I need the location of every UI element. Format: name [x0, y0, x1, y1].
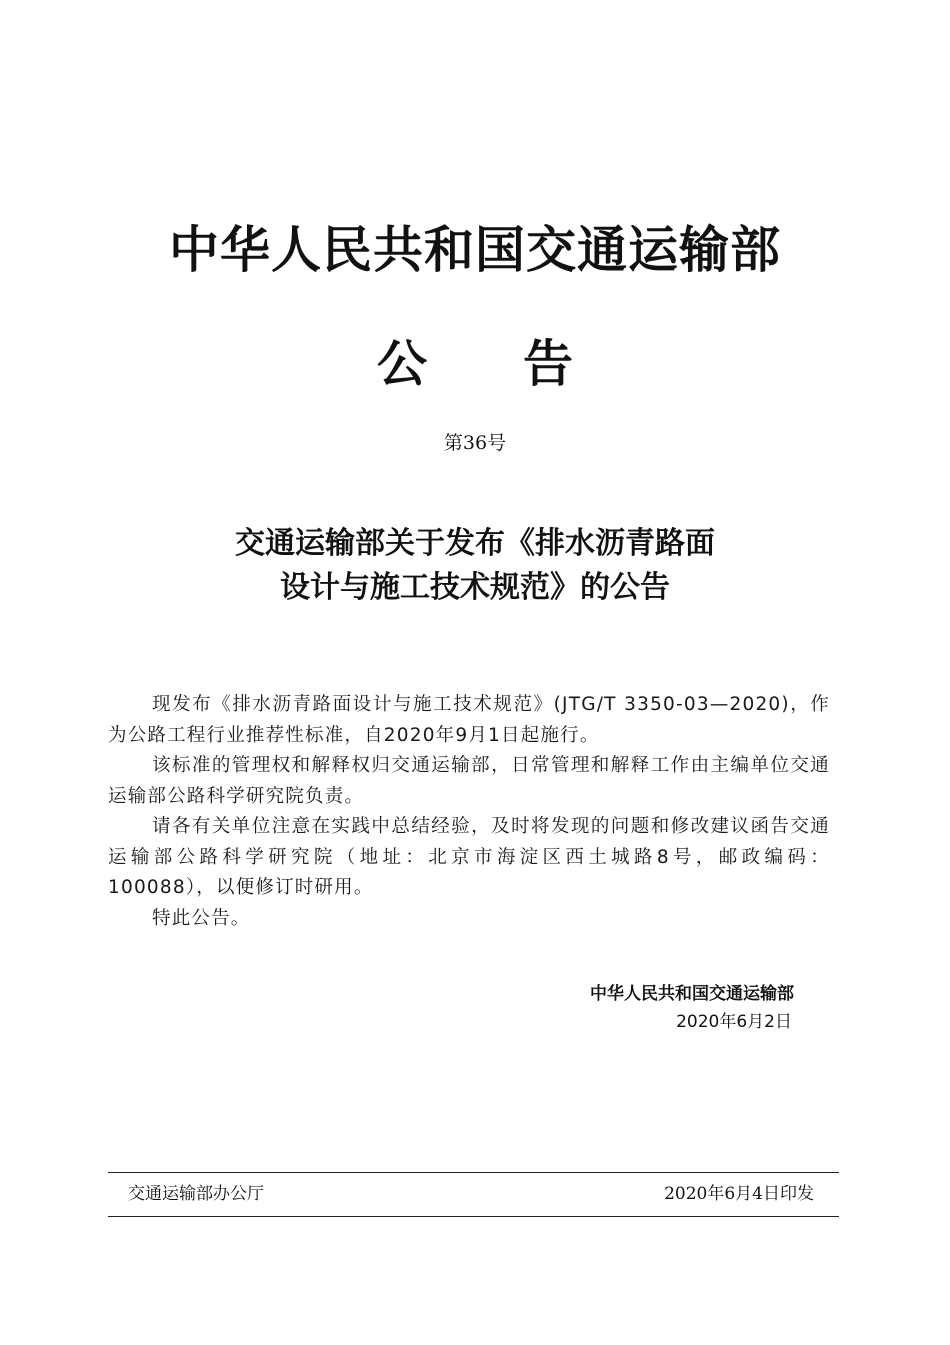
signature-date: 2020年6月2日 — [676, 1012, 792, 1032]
document-number: 第36号 — [443, 432, 507, 454]
footer-bottom-rule — [108, 1216, 839, 1217]
announcement-headline — [0, 522, 950, 610]
body-paragraph-2: 该标准的管理权和解释权归交通运输部，日常管理和解释工作由主编单位交通运输部公路科学研究院负责。 — [108, 755, 830, 807]
signature-block — [590, 980, 794, 1036]
signature-organization: 中华人民共和国交通运输部 — [590, 984, 794, 1004]
footer-top-rule — [108, 1172, 839, 1173]
document-type-char-1: 公 — [377, 335, 427, 393]
announcement-body — [108, 690, 830, 934]
ministry-title: 中华人民共和国交通运输部 — [169, 221, 781, 279]
document-type-title — [0, 332, 950, 396]
footer-print-date: 2020年6月4日印发 — [664, 1184, 814, 1204]
footer-issuer: 交通运输部办公厅 — [128, 1184, 264, 1204]
body-paragraph-3: 请各有关单位注意在实践中总结经验，及时将发现的问题和修改建议函告交通运输部公路科学研究院（地址：北京市海淀区西土城路8号，邮政编码：100088），以便修订时研用。 — [108, 816, 830, 898]
body-paragraph-4: 特此公告。 — [152, 907, 251, 929]
body-paragraph-1: 现发布《排水沥青路面设计与施工技术规范》(JTG/T 3350-03—2020)，作为公路工程行业推荐性标准，自2020年9月1日起施行。 — [108, 694, 830, 746]
document-type-char-2: 告 — [523, 335, 573, 393]
headline-line-2: 设计与施工技术规范》的公告 — [280, 570, 670, 605]
headline-line-1: 交通运输部关于发布《排水沥青路面 — [235, 526, 715, 561]
